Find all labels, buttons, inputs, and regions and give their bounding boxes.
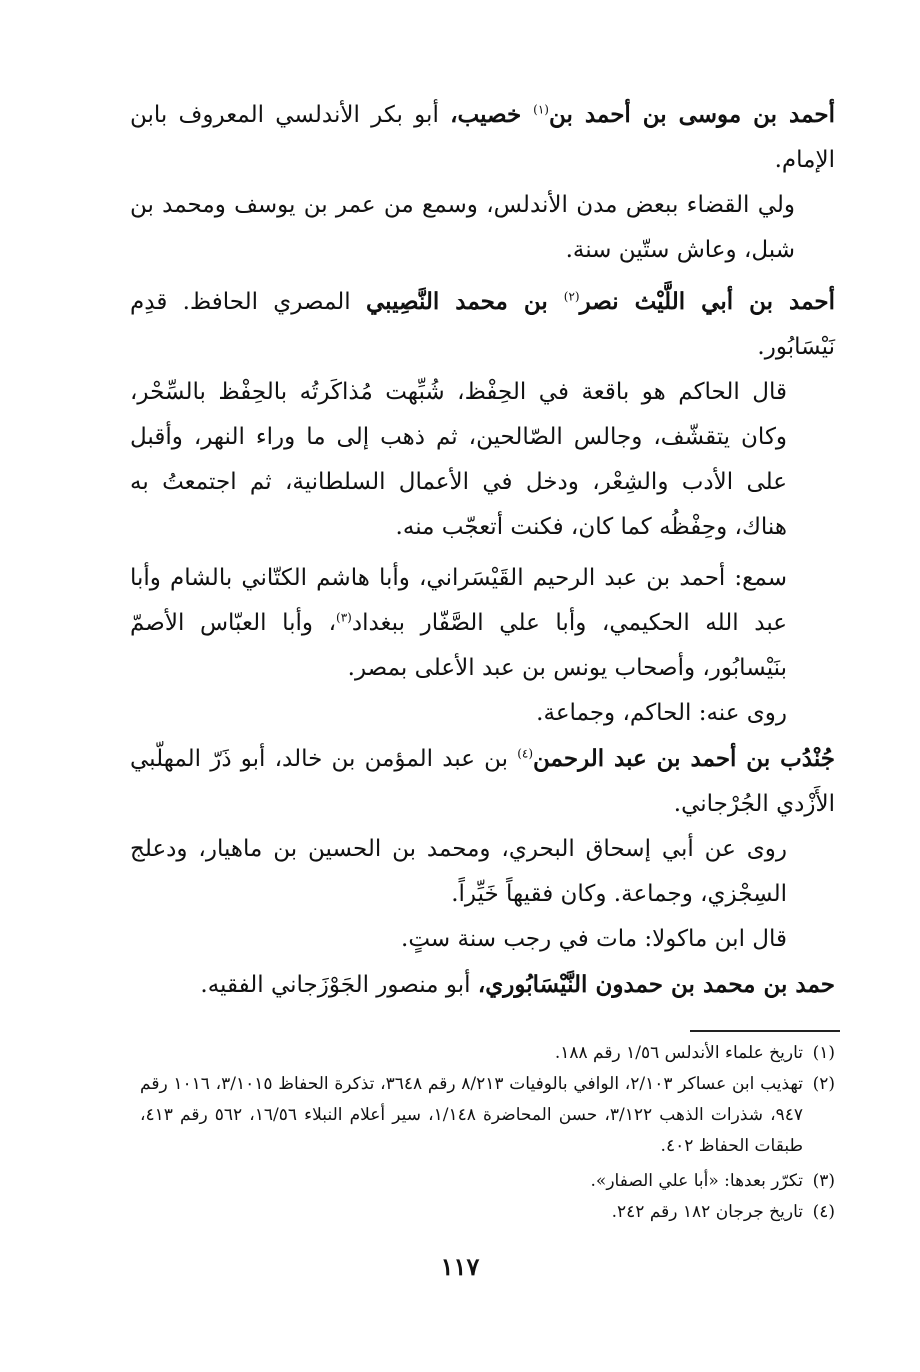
footnote-ref-4: (٤) xyxy=(517,746,534,761)
entry-2 xyxy=(130,279,835,370)
footnote-text: تاريخ علماء الأندلس ١/٥٦ رقم ١٨٨. xyxy=(554,1043,803,1063)
main-text xyxy=(130,92,835,1008)
entry-2-paragraph-2-a: سمع: أحمد بن عبد الرحيم القَيْسَراني، وأبا هاشم الكتّاني بالشام وأبا عبد الله الحكيمي، وأبا علي الصَّفّار ببغداد xyxy=(130,565,787,636)
entry-2-paragraph-1: قال الحاكم هو باقعة في الحِفْظ، شُبِّهت مُذاكَرتُه بالحِفْظ بالسِّحْر، وكان يتقشّف، وجالس الصّالحين، ثم ذهب إلى ما وراء النهر، وأقبل على الأدب والشِعْر، ودخل في الأعمال السلطانية، ثم اجتمعتُ به هناك، وحِفْظُه كما كان، فكنت أتعجّب منه. xyxy=(130,379,787,540)
entry-3-paragraph-1: روى عن أبي إسحاق البحري، ومحمد بن الحسين بن ماهيار، ودعلج السِجْزي، وجماعة. وكان فقيهاً خَيِّراً. xyxy=(130,836,787,907)
footnote-number: (٣) xyxy=(812,1171,835,1191)
entry-3-name: جُنْدُب بن أحمد بن عبد الرحمن xyxy=(533,745,835,772)
footnote-2 xyxy=(140,1069,835,1162)
entry-1-name: أحمد بن موسى بن أحمد بن xyxy=(548,101,835,128)
footnote-4 xyxy=(140,1197,835,1228)
entry-1 xyxy=(130,92,835,183)
footnote-number: (١) xyxy=(812,1043,835,1063)
footnotes xyxy=(140,1038,835,1228)
footnote-text: تكرّر بعدها: «أبا علي الصفار». xyxy=(590,1171,803,1191)
entry-2-paragraph-2 xyxy=(130,556,835,691)
footnote-3 xyxy=(140,1166,835,1197)
footnote-text: تاريخ جرجان ١٨٢ رقم ٢٤٢. xyxy=(611,1202,803,1222)
entry-3-desc: بن عبد المؤمن بن خالد، أبو ذَرّ المهلّبي الأَزْدي الجُرْجاني. xyxy=(130,746,835,817)
entry-4-desc: أبو منصور الجَوْزَجاني الفقيه. xyxy=(200,972,478,998)
footnote-number: (٤) xyxy=(812,1202,835,1222)
footnote-ref-1: (١) xyxy=(533,102,549,117)
entry-2-paragraph-2-b: ، وأبا العبّاس الأصمّ بنَيْسابُور، وأصحاب يونس بن عبد الأعلى بمصر. xyxy=(130,610,787,681)
footnote-ref-3: (٣) xyxy=(336,610,352,625)
entry-1-name-cont: خصيب، xyxy=(450,101,534,128)
entry-2-name-cont: بن محمد النَّصِيبي xyxy=(365,288,564,315)
entry-2-paragraph-3: روى عنه: الحاكم، وجماعة. xyxy=(536,700,787,726)
footnote-ref-2: (٢) xyxy=(563,289,580,304)
entry-4 xyxy=(130,962,835,1008)
entry-2-desc: المصري الحافظ. قدِم نَيْسَابُور. xyxy=(130,289,835,360)
entry-3-paragraph-2: قال ابن ماكولا: مات في رجب سنة ستٍ. xyxy=(401,926,787,952)
entry-2-name: أحمد بن أبي اللَّيْث نصر xyxy=(579,288,836,315)
footnote-number: (٢) xyxy=(812,1074,835,1094)
footnote-separator xyxy=(690,1030,840,1032)
entry-1-paragraph: ولي القضاء ببعض مدن الأندلس، وسمع من عمر بن يوسف ومحمد بن شبل، وعاش ستّين سنة. xyxy=(130,192,796,263)
entry-4-name: حمد بن محمد بن حمدون النَّيْسَابُوري، xyxy=(477,971,835,998)
page-number: ١١٧ xyxy=(440,1252,480,1281)
footnote-text: تهذيب ابن عساكر ٢/١٠٣، الوافي بالوفيات ٨/٢١٣ رقم ٣٦٤٨، تذكرة الحفاظ ٣/١٠١٥، ١٠١٦ رقم ٩٤٧، شذرات الذهب ٣/١٢٢، حسن المحاضرة ١/١٤٨، سير أعلام النبلاء ١٦/٥٦، ٥٦٢ رقم ٤١٣، طبقات الحفاظ ٤٠٢. xyxy=(140,1074,803,1156)
entry-3 xyxy=(130,736,835,827)
footnote-1 xyxy=(140,1038,835,1069)
entry-1-desc: أبو بكر الأندلسي المعروف بابن الإمام. xyxy=(130,102,835,173)
